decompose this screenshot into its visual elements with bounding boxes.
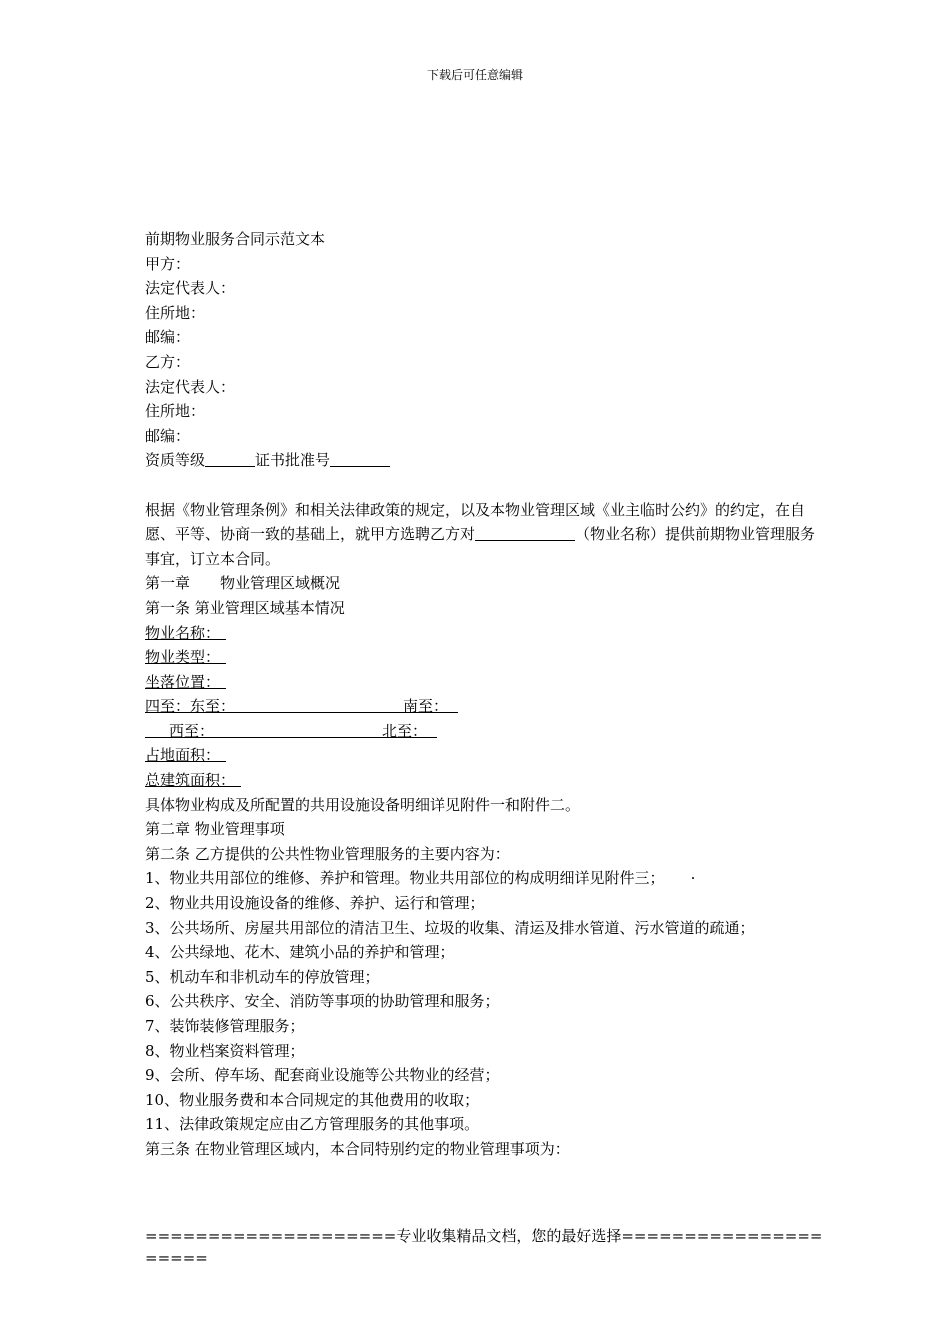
- list-item: 6、公共秩序、安全、消防等事项的协助管理和服务；: [145, 992, 500, 1011]
- location-label: 坐落位置：: [145, 672, 221, 691]
- address-b-label: 住所地：: [145, 402, 206, 421]
- article-1-heading: 第一条 第业管理区域基本情况: [145, 598, 345, 617]
- intro-text-2: （物业名称）提供前期物业管理服务事宜，订立本合同。: [145, 525, 816, 568]
- list-item: [145, 866, 825, 891]
- location-underline: [220, 672, 226, 689]
- total-area-field: [145, 768, 825, 793]
- legal-rep-a-label: 法定代表人：: [145, 279, 236, 298]
- list-item-text: 1、物业共用部位的维修、养护和管理。物业共用部位的构成明细详见附件三；: [145, 869, 665, 888]
- chapter-2-heading: 第二章 物业管理事项: [145, 820, 285, 839]
- qualification-label: 资质等级: [145, 451, 206, 470]
- document-title: 前期物业服务合同示范文本: [145, 230, 326, 248]
- boundary-east-label: 四至：东至：: [145, 697, 236, 716]
- boundary-west-underline: [214, 721, 382, 738]
- list-item: 3、公共场所、房屋共用部位的清洁卫生、垃圾的收集、清运及排水管道、污水管道的疏通；: [145, 918, 755, 937]
- boundary-south-underline: [448, 696, 458, 713]
- boundary-west-north: [145, 719, 825, 744]
- land-area-underline: [220, 745, 226, 762]
- party-a-label: 甲方：: [145, 254, 191, 273]
- list-item: 5、机动车和非机动车的停放管理；: [145, 967, 380, 986]
- boundary-south-label: 南至：: [403, 697, 449, 716]
- property-name-blank: [475, 524, 575, 541]
- property-type-label: 物业类型：: [145, 648, 221, 667]
- article-2-heading: 第二条 乙方提供的公共性物业管理服务的主要内容为：: [145, 844, 510, 863]
- certificate-blank: [330, 450, 390, 467]
- total-area-label: 总建筑面积：: [145, 771, 236, 790]
- composition-note: 具体物业构成及所配置的共用设施设备明细详见附件一和附件二。: [145, 795, 581, 814]
- qualification-blank: [205, 450, 255, 467]
- intro-text-1: 根据《物业管理条例》和相关法律政策的规定，以及本物业管理区域《业主临时公约》的约定，在自愿、平等、协商一致的基础上，就甲方选聘乙方对: [145, 500, 806, 544]
- land-area-label: 占地面积：: [145, 746, 221, 765]
- page-header: 下载后可任意编辑: [426, 68, 523, 82]
- boundary-north-label: 北至：: [382, 721, 428, 740]
- property-name-label: 物业名称：: [145, 623, 221, 642]
- list-item-mark: ·: [690, 869, 696, 888]
- list-item: 9、会所、停车场、配套商业设施等公共物业的经营；: [145, 1066, 500, 1085]
- party-b-label: 乙方：: [145, 352, 191, 371]
- land-area-field: [145, 743, 825, 768]
- chapter-1-heading: 第一章 物业管理区域概况: [145, 574, 341, 593]
- list-item: 10、物业服务费和本合同规定的其他费用的收取；: [145, 1090, 480, 1109]
- list-item: 4、公共绿地、花木、建筑小品的养护和管理；: [145, 943, 455, 962]
- certificate-label: 证书批准号: [255, 451, 331, 470]
- address-a-label: 住所地：: [145, 303, 206, 322]
- article-3-heading: 第三条 在物业管理区域内，本合同特别约定的物业管理事项为：: [145, 1139, 570, 1158]
- boundary-north-underline: [427, 721, 437, 738]
- list-item: 11、法律政策规定应由乙方管理服务的其他事项。: [145, 1115, 480, 1134]
- boundary-west-indent: [145, 721, 169, 738]
- boundary-west-label: 西至：: [169, 721, 215, 740]
- legal-rep-b-label: 法定代表人：: [145, 377, 236, 396]
- postcode-a-label: 邮编：: [145, 328, 191, 347]
- qualification-line: [145, 448, 825, 473]
- boundary-east-underline: [235, 696, 403, 713]
- document-body: [145, 227, 825, 1162]
- list-item: 7、装饰装修管理服务；: [145, 1017, 305, 1035]
- list-item: 8、物业档案资料管理；: [145, 1041, 305, 1060]
- intro-paragraph: [145, 498, 825, 572]
- property-type-field: [145, 645, 825, 670]
- property-name-underline: [220, 623, 226, 640]
- list-item: 2、物业共用设施设备的维修、养护、运行和管理；: [145, 894, 485, 913]
- total-area-underline: [235, 770, 241, 787]
- location-field: [145, 670, 825, 695]
- postcode-b-label: 邮编：: [145, 426, 191, 445]
- boundary-east-south: [145, 694, 825, 719]
- paragraph-gap: [145, 473, 825, 498]
- page-footer: ====================专业收集精品文档，您的最好选择=====================: [145, 1227, 823, 1267]
- property-type-underline: [220, 647, 226, 664]
- property-name-field: [145, 621, 825, 646]
